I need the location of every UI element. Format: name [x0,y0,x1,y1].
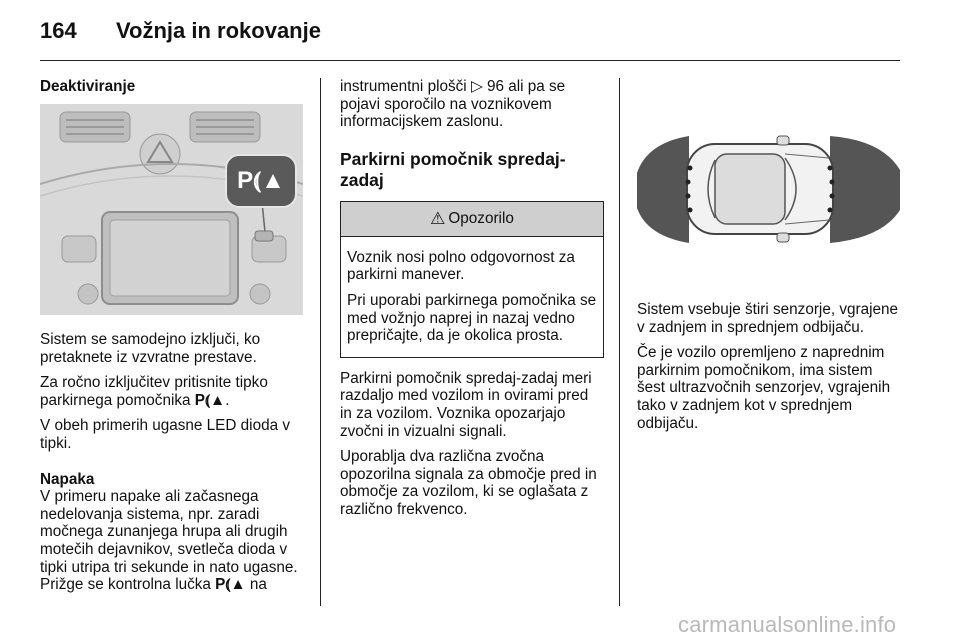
column-1-text [40,331,308,602]
warning-body [341,237,603,357]
manual-off-paragraph [40,374,308,409]
page-title: Vožnja in rokovanje [116,18,321,43]
acoustic-signal-paragraph: Uporablja dva različna zvočna opozorilna signala za območje pred in območje za vozilom, ki se oglašata z različno frekvenco. [340,448,597,518]
dashboard-figure [40,104,303,315]
fault-end: na [249,576,267,594]
section-heading-park-assist: Parkirni pomočnik spredaj-zadaj [340,148,566,190]
warning-paragraph-1: Voznik nosi polno odgovornost za parkirni manever. [347,248,575,284]
warning-icon: ⚠ [430,208,446,228]
fault-text: V primeru napake ali začasnega nedelovanja sistema, npr. zaradi močnega zunanjega hrupa ali drugih motečih dejavnikov, svetleča dioda v tipki utripa tri sekunde in nato ugasne. Prižge se kontrolna lučka [40,488,298,594]
section-heading-deactivation: Deaktiviranje [40,78,136,95]
manual-off-text: Za ročno izključitev pritisnite tipko parkirnega pomočnika [40,374,268,409]
column-3-text [637,301,902,440]
warning-paragraph-2: Pri uporabi parkirnega pomočnika se med vožnjo naprej in nazaj vedno prepričajte, da je okolica prosta. [347,291,597,345]
sensor-count-paragraph: Sistem vsebuje štiri senzorje, vgrajene v zadnjem in sprednjem odbijaču. [637,301,899,336]
fault-heading: Napaka [40,470,95,488]
header-rule [40,60,900,61]
column-2 [340,78,604,527]
warning-title: Opozorilo [448,209,514,227]
page-reference: ▷ 96 [470,78,504,95]
park-assist-button-callout: P⦅▲ [225,154,297,208]
advanced-assist-paragraph: Če je vozilo opremljeno z naprednim parkirnim pomočnikom, ima sistem šest ultrazvočnih senzorjev, vgrajenih tako v zadnjem kot v sprednjem odbijaču. [637,344,891,432]
watermark: carmanualsonline.info [678,612,897,637]
fault-paragraph [40,488,308,594]
park-assist-symbol-icon: P⦅▲ [194,391,226,409]
page-number: 164 [40,18,77,43]
continuation-text: instrumentni plošči [340,78,467,95]
led-paragraph: V obeh primerih ugasne LED dioda v tipki. [40,417,291,452]
warning-box [340,201,604,358]
park-assist-indicator-icon: P⦅▲ [215,576,246,594]
continuation-paragraph [340,78,604,131]
warning-header [341,202,603,237]
continuation-end: ali pa se pojavi sporočilo na voznikovem informacijskem zaslonu. [340,78,566,131]
auto-off-paragraph: Sistem se samodejno izključi, ko pretaknete iz vzvratne prestave. [40,331,261,366]
park-assist-description: Parkirni pomočnik spredaj-zadaj meri razdaljo med vozilom in ovirami pred in za vozilom. Voznika opozarjajo zvočni in vizualni signali. [340,369,592,440]
manual-off-end: . [225,391,230,409]
sensor-zone-figure [637,78,900,288]
column-1 [40,78,308,96]
column-divider-1 [320,78,321,606]
column-divider-2 [619,78,620,606]
